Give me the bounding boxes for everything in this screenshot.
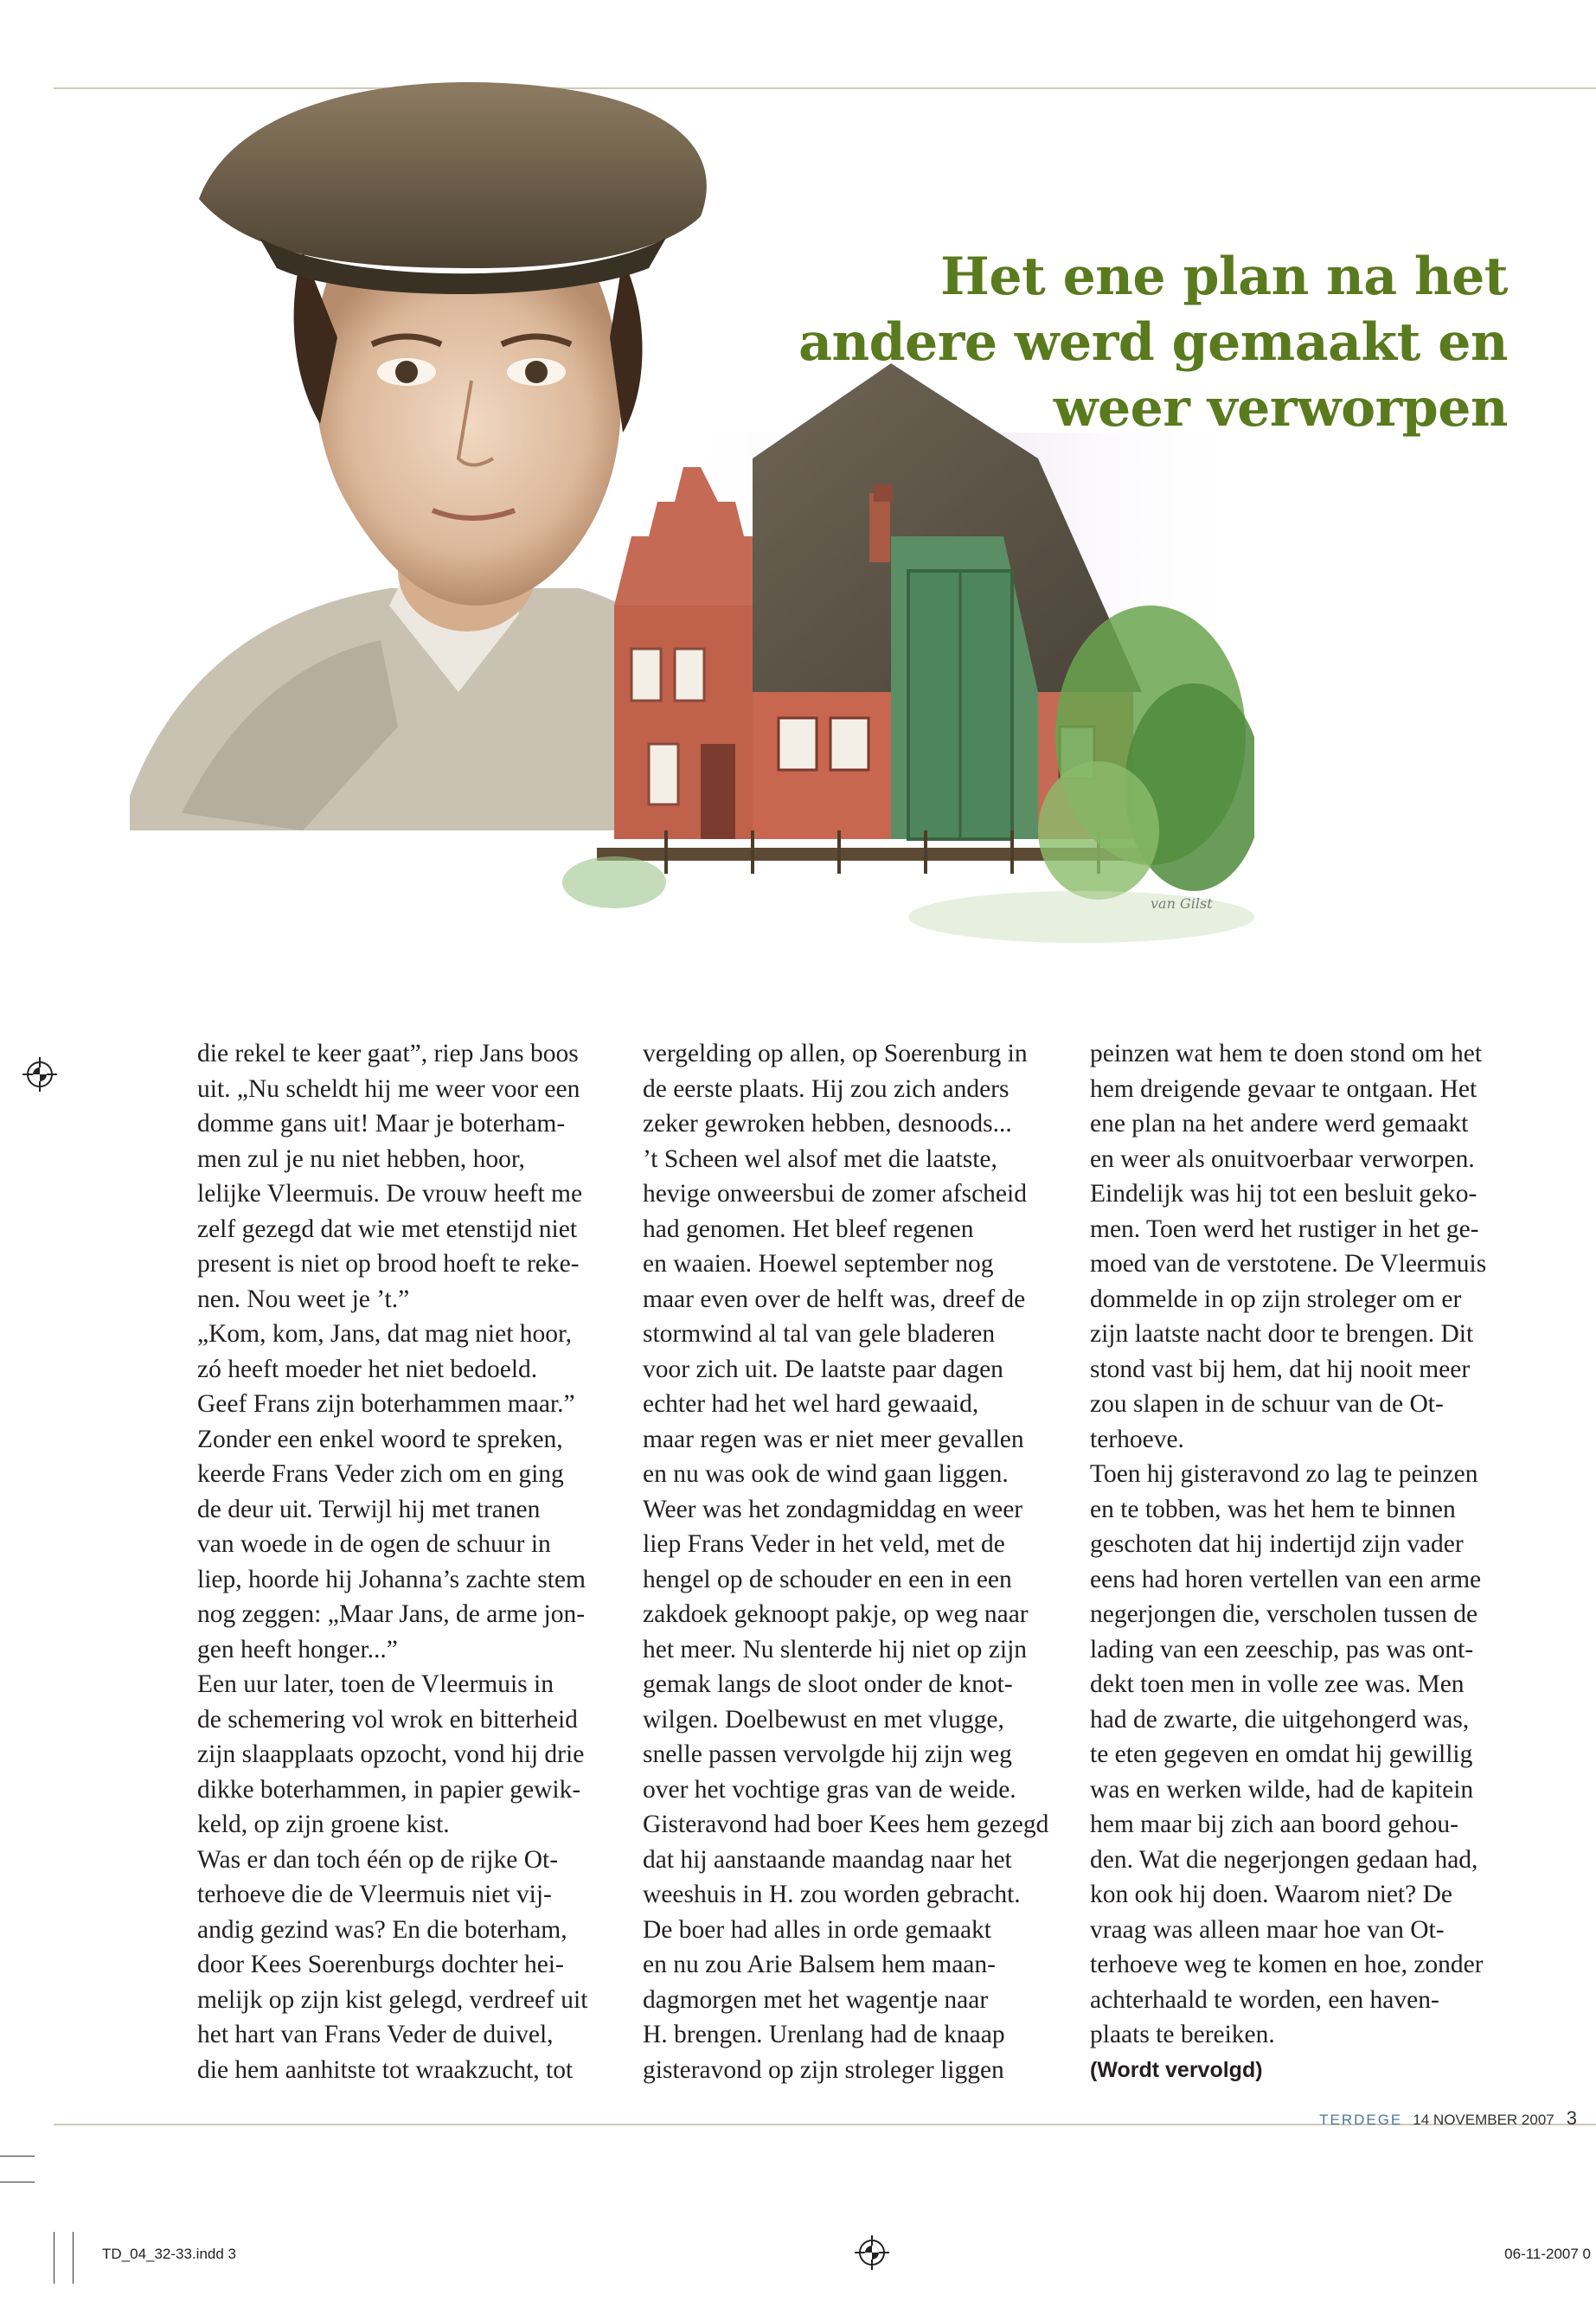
text-line: peinzen wat hem te doen stond om het [1090,1040,1483,1067]
text-line: vraag was alleen maar hoe van Ot- [1090,1915,1445,1944]
text-line: en te tobben, was het hem te binnen [1090,1495,1456,1523]
illustration [130,52,1254,986]
crop-mark [0,2156,35,2157]
text-line: stond vast bij hem, dat hij nooit meer [1090,1355,1471,1383]
text-line: zou slapen in de schuur van de Ot- [1090,1390,1444,1418]
text-line: over het vochtige gras van de weide. [643,1775,1016,1804]
text-line: vergelding op allen, op Soerenburg in [643,1040,1028,1067]
text-line: maar regen was er niet meer gevallen [643,1425,1024,1453]
headline-line: Het ene plan na het [940,247,1508,307]
crop-mark [73,2232,74,2284]
text-line: Een uur later, toen de Vleermuis in [197,1670,554,1698]
text-line: Eindelijk was hij tot een besluit geko- [1090,1180,1477,1208]
text-line: het meer. Nu slenterde hij niet op zijn [643,1635,1028,1663]
text-line: Weer was het zondagmiddag en weer [643,1495,1023,1523]
text-line: dagmorgen met het wagentje naar [643,1985,989,2014]
headline [729,244,1508,441]
text-line: de deur uit. Terwijl hij met tranen [197,1495,541,1523]
registration-mark-icon [855,2235,889,2270]
issue-date: 14 NOVEMBER 2007 [1413,2112,1554,2128]
text-line: gen heeft honger...” [197,1635,398,1663]
text-line: stormwind al tal van gele bladeren [643,1320,996,1348]
text-line: zijn slaapplaats opzocht, vond hij drie [197,1740,585,1768]
article-column-2 [643,1036,1075,2087]
text-line: door Kees Soerenburgs dochter hei- [197,1951,564,1978]
text-line: voor zich uit. De laatste paar dagen [643,1355,1003,1383]
illustration-signature: van Gilst [1151,895,1213,912]
headline-line: weer verworpen [1053,378,1508,439]
text-line: keld, op zijn groene kist. [197,1811,450,1838]
text-line: nen. Nou weet je ’t.” [197,1285,410,1313]
text-line: de eerste plaats. Hij zou zich anders [643,1074,1010,1103]
text-line: Toen hij gisteravond zo lag te peinzen [1090,1460,1478,1488]
text-line: uit. „Nu scheldt hij me weer voor een [197,1074,580,1103]
text-line: lading van een zeeschip, pas was ont- [1090,1635,1474,1663]
text-line: Zonder een enkel woord te spreken, [197,1425,563,1453]
text-line: „Kom, kom, Jans, dat mag niet hoor, [197,1320,573,1348]
text-line: domme gans uit! Maar je boterham- [197,1110,566,1138]
text-line: plaats te bereiken. [1090,2021,1275,2048]
text-line: liep Frans Veder in het veld, met de [643,1530,1005,1558]
text-line: terhoeve die de Vleermuis niet vij- [197,1881,552,1908]
text-line: te eten gegeven en omdat hij gewillig [1090,1740,1473,1768]
text-line: negerjongen die, verscholen tussen de [1090,1600,1478,1628]
text-line: en waaien. Hoewel september nog [643,1250,994,1278]
magazine-name: TERDEGE [1319,2112,1403,2128]
text-line: en weer als onuitvoerbaar verworpen. [1090,1144,1475,1173]
text-line: zeker gewroken hebben, desnoods... [643,1110,1012,1138]
text-line: dat hij aanstaande maandag naar het [643,1845,1012,1874]
text-line: hengel op de schouder en een in een [643,1565,1012,1593]
text-line: Was er dan toch één op de rijke Ot- [197,1845,559,1874]
continued-note: (Wordt vervolgd) [1090,2057,1263,2082]
text-line: De boer had alles in orde gemaakt [643,1915,992,1944]
text-line: den. Wat die negerjongen gedaan had, [1090,1845,1478,1874]
text-line: ’t Scheen wel alsof met die laatste, [643,1144,997,1173]
text-line: dikke boterhammen, in papier gewik- [197,1775,581,1804]
text-line: echter had het wel hard gewaaid, [643,1390,979,1418]
text-line: zakdoek geknoopt pakje, op weg naar [643,1600,1029,1628]
text-line: moed van de verstotene. De Vleermuis [1090,1250,1487,1278]
text-line: dommelde in op zijn stroleger om er [1090,1285,1462,1313]
text-line: present is niet op brood hoeft te reke- [197,1250,580,1278]
text-line: hem dreigende gevaar te ontgaan. Het [1090,1074,1477,1103]
text-line: ene plan na het andere werd gemaakt [1090,1110,1469,1138]
text-line: die hem aanhitste tot wraakzucht, tot [197,2055,574,2084]
text-line: eens had horen vertellen van een arme [1090,1565,1482,1593]
text-line: geschoten dat hij indertijd zijn vader [1090,1530,1464,1558]
text-line: lelijke Vleermuis. De vrouw heeft me [197,1180,583,1208]
text-line: het hart van Frans Veder de duivel, [197,2021,554,2048]
text-line: melijk op zijn kist gelegd, verdreef uit [197,1985,588,2014]
text-line: die rekel te keer gaat”, riep Jans boos [197,1040,579,1067]
text-line: achterhaald te worden, een haven- [1090,1985,1439,2014]
slug-date: 06-11-2007 0 [1504,2246,1591,2262]
text-line: zelf gezegd dat wie met etenstijd niet [197,1215,578,1243]
article-column-3 [1090,1036,1522,2087]
text-line: men. Toen werd het rustiger in het ge- [1090,1215,1479,1243]
text-line: hevige onweersbui de zomer afscheid [643,1180,1027,1208]
text-line: had de zwarte, die uitgehongerd was, [1090,1705,1470,1734]
text-line: maar even over de helft was, dreef de [643,1285,1026,1313]
text-line: andig gezind was? En die boterham, [197,1915,567,1944]
slug-filename: TD_04_32-33.indd 3 [102,2246,237,2262]
text-line: liep, hoorde hij Johanna’s zachte stem [197,1565,586,1593]
article-column-1 [197,1036,630,2087]
text-line: was en werken wilde, had de kapitein [1090,1775,1474,1804]
folio [1319,2107,1577,2130]
text-line: snelle passen vervolgde hij zijn weg [643,1740,1012,1768]
text-line: had genomen. Het bleef regenen [643,1215,974,1243]
text-line: Geef Frans zijn boterhammen maar.” [197,1390,575,1418]
text-line: terhoeve weg te komen en hoe, zonder [1090,1951,1484,1978]
text-line: keerde Frans Veder zich om en ging [197,1460,564,1488]
text-line: zijn laatste nacht door te brengen. Dit [1090,1320,1474,1348]
text-line: gisteravond op zijn stroleger liggen [643,2055,1004,2084]
text-line: de schemering vol wrok en bitterheid [197,1705,578,1734]
text-line: hem maar bij zich aan boord gehou- [1090,1811,1458,1838]
text-line: zó heeft moeder het niet bedoeld. [197,1355,538,1383]
registration-mark-icon [22,1057,57,1092]
text-line: men zul je nu niet hebben, hoor, [197,1144,525,1173]
text-line: terhoeve. [1090,1425,1184,1453]
text-line: H. brengen. Urenlang had de knaap [643,2021,1005,2048]
text-line: van woede in de ogen de schuur in [197,1530,551,1558]
text-line: weeshuis in H. zou worden gebracht. [643,1881,1021,1908]
text-line: dekt toen men in volle zee was. Men [1090,1670,1465,1698]
text-line: nog zeggen: „Maar Jans, de arme jon- [197,1600,586,1628]
text-line: Gisteravond had boer Kees hem gezegd [643,1811,1049,1838]
text-line: en nu was ook de wind gaan liggen. [643,1460,1009,1488]
text-line: gemak langs de sloot onder de knot- [643,1670,1013,1698]
text-line: wilgen. Doelbewust en met vlugge, [643,1705,1004,1734]
headline-line: andere werd gemaakt en [798,312,1508,373]
text-line: kon ook hij doen. Waarom niet? De [1090,1881,1452,1908]
page-number: 3 [1566,2107,1577,2129]
text-line: en nu zou Arie Balsem hem maan- [643,1951,996,1978]
